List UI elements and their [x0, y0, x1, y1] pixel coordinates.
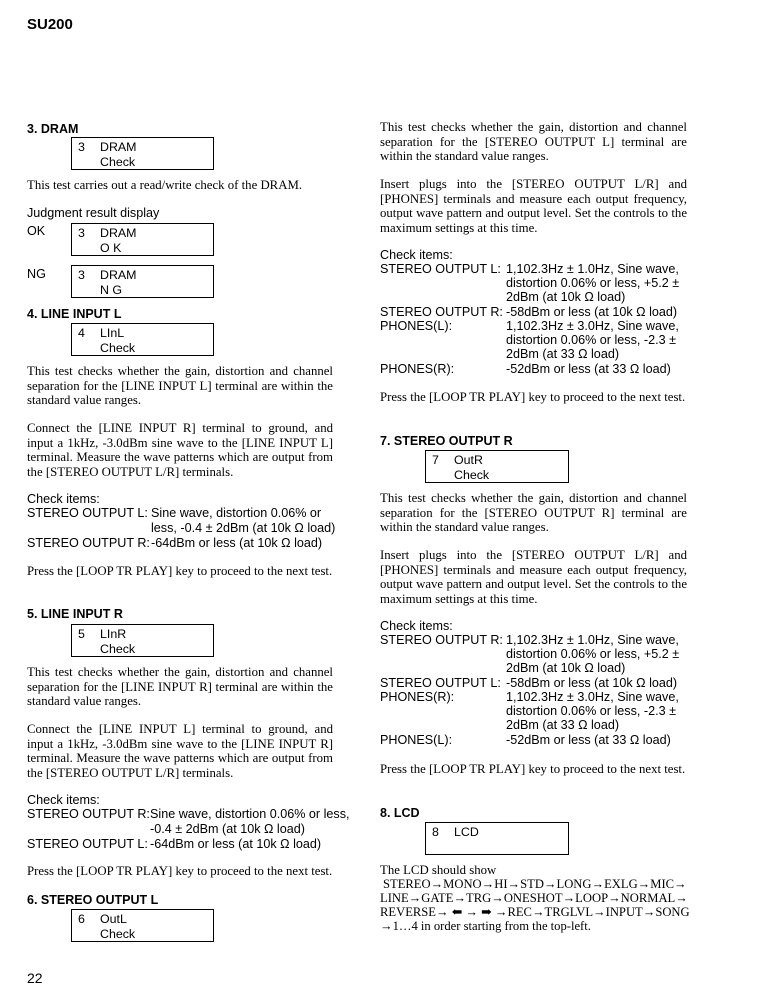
check-item-key: PHONES(L): [380, 319, 453, 333]
lcd-test-number: 7 [432, 453, 439, 467]
ng-label: NG [27, 267, 46, 281]
check-items-list [380, 262, 690, 380]
check-item-value: distortion 0.06% or less, +5.2 ± [506, 276, 680, 290]
lcd-test-number: 3 [78, 226, 85, 240]
lcd-line-1: DRAM [100, 268, 137, 282]
line-input-r-paragraph-1: This test checks whether the gain, distortion and channel separation for the [LINE INPUT R] terminal are within the standard value ranges. [27, 665, 333, 709]
check-item-value: Sine wave, distortion 0.06% or less, [150, 807, 350, 821]
lcd-test-number: 6 [78, 912, 85, 926]
section-heading-line-input-l: 4. LINE INPUT L [27, 307, 122, 321]
lcd-line-1: LInL [100, 326, 125, 340]
line-input-l-paragraph-1: This test checks whether the gain, distortion and channel separation for the [LINE INPUT L] terminal are within the standard value ranges. [27, 364, 333, 408]
lcd-test-number: 3 [78, 140, 85, 154]
lcd-line-2: Check [100, 340, 136, 355]
lcd-sequence-line: STEREO→MONO→HI→STD→LONG→EXLG→MIC→ [383, 877, 687, 891]
check-item-key: STEREO OUTPUT L: [27, 837, 148, 851]
check-items-label: Check items: [27, 492, 100, 506]
lcd-test-number: 4 [78, 326, 85, 340]
lcd-line-1: LInR [100, 627, 127, 641]
lcd-line-2: O K [100, 240, 122, 255]
stereo-output-l-paragraph-2: Insert plugs into the [STEREO OUTPUT L/R] and [PHONES] terminals and measure each output frequency, output wave pattern and output level. Set the controls to the maximum settings at this time. [380, 177, 687, 235]
lcd-line-2: Check [100, 641, 136, 656]
lcd-display-line-input-l [71, 323, 214, 356]
check-item-key: STEREO OUTPUT R: [27, 807, 150, 821]
check-item-value: less, -0.4 ± 2dBm (at 10k Ω load) [151, 521, 336, 535]
stereo-output-r-paragraph-2: Insert plugs into the [STEREO OUTPUT L/R] and [PHONES] terminals and measure each output frequency, output wave pattern and output level. Set the controls to the maximum settings at this time. [380, 548, 687, 606]
lcd-sequence-line: LINE→GATE→TRG→ONESHOT→LOOP→NORMAL→ [380, 891, 688, 905]
stereo-output-l-paragraph-1: This test checks whether the gain, distortion and channel separation for the [STEREO OUTPUT L] terminal are within the standard value ranges. [380, 120, 687, 164]
judgment-result-label: Judgment result display [27, 206, 160, 220]
line-input-r-paragraph-2: Connect the [LINE INPUT L] terminal to ground, and input a 1kHz, -3.0dBm sine wave to the [LINE INPUT R] terminal. Measure the wave patterns which are output from the [STEREO OUTPUT L/R] terminals. [27, 722, 333, 780]
check-items-list [27, 807, 350, 853]
check-item-value: -58dBm or less (at 10k Ω load) [506, 676, 678, 690]
lcd-display-dram-ng [71, 265, 214, 298]
check-item-value: -64dBm or less (at 10k Ω load) [150, 837, 322, 851]
lcd-line-1: LCD [454, 825, 479, 839]
check-item-value: 1,102.3Hz ± 3.0Hz, Sine wave, [506, 319, 679, 333]
section-heading-line-input-r: 5. LINE INPUT R [27, 607, 123, 621]
proceed-instruction: Press the [LOOP TR PLAY] key to proceed to the next test. [27, 864, 333, 878]
lcd-line-2: Check [100, 926, 136, 941]
check-item-value: 1,102.3Hz ± 1.0Hz, Sine wave, [506, 633, 679, 647]
check-item-value: 2dBm (at 33 Ω load) [506, 718, 620, 732]
check-item-value: -58dBm or less (at 10k Ω load) [506, 305, 678, 319]
lcd-sequence-line: REVERSE→ ⬅ → ➡ →REC→TRGLVL→INPUT→SONG [380, 905, 690, 919]
section-heading-dram: 3. DRAM [27, 122, 79, 136]
section-heading-lcd: 8. LCD [380, 806, 420, 820]
check-item-value: 2dBm (at 33 Ω load) [506, 347, 620, 361]
lcd-line-1: DRAM [100, 140, 137, 154]
proceed-instruction: Press the [LOOP TR PLAY] key to proceed to the next test. [27, 564, 333, 578]
lcd-display-dram-ok [71, 223, 214, 256]
lcd-line-1: OutR [454, 453, 483, 467]
check-item-value: -52dBm or less (at 33 Ω load) [506, 362, 671, 376]
check-item-value: 1,102.3Hz ± 1.0Hz, Sine wave, [506, 262, 679, 276]
lcd-display-line-input-r [71, 624, 214, 657]
lcd-test-number: 3 [78, 268, 85, 282]
check-item-value: -64dBm or less (at 10k Ω load) [151, 536, 323, 550]
lcd-display-stereo-output-r [425, 450, 569, 483]
check-item-key: PHONES(R): [380, 690, 455, 704]
line-input-l-paragraph-2: Connect the [LINE INPUT R] terminal to ground, and input a 1kHz, -3.0dBm sine wave to the [LINE INPUT L] terminal. Measure the wave patterns which are output from the [STEREO OUTPUT L/R] terminals. [27, 421, 333, 479]
check-items-label: Check items: [27, 793, 100, 807]
check-item-key: PHONES(L): [380, 733, 453, 747]
lcd-test-number: 8 [432, 825, 439, 839]
check-item-key: STEREO OUTPUT R: [380, 633, 503, 647]
lcd-display-dram-check [71, 137, 214, 170]
check-items-label: Check items: [380, 619, 453, 633]
check-item-value: distortion 0.06% or less, +5.2 ± [506, 647, 680, 661]
check-items-list [27, 506, 337, 552]
check-item-key: STEREO OUTPUT R: [380, 305, 503, 319]
lcd-display-lcd-test [425, 822, 569, 855]
check-items-label: Check items: [380, 248, 453, 262]
check-item-value: -0.4 ± 2dBm (at 10k Ω load) [150, 822, 305, 836]
stereo-output-r-paragraph-1: This test checks whether the gain, distortion and channel separation for the [STEREO OUTPUT R] terminal are within the standard value ranges. [380, 491, 687, 535]
check-item-key: STEREO OUTPUT R: [27, 536, 150, 550]
lcd-sequence-line: →1…4 in order starting from the top-left. [380, 919, 591, 933]
check-item-key: STEREO OUTPUT L: [27, 506, 148, 520]
lcd-line-2: N G [100, 282, 123, 297]
dram-description: This test carries out a read/write check of the DRAM. [27, 178, 303, 192]
check-item-value: Sine wave, distortion 0.06% or [151, 506, 322, 520]
proceed-instruction: Press the [LOOP TR PLAY] key to proceed to the next test. [380, 390, 686, 404]
check-item-value: 1,102.3Hz ± 3.0Hz, Sine wave, [506, 690, 679, 704]
lcd-intro: The LCD should show [380, 863, 497, 877]
page-number: 22 [27, 970, 43, 986]
ok-label: OK [27, 224, 46, 238]
lcd-line-1: DRAM [100, 226, 137, 240]
proceed-instruction: Press the [LOOP TR PLAY] key to proceed to the next test. [380, 762, 686, 776]
section-heading-stereo-output-r: 7. STEREO OUTPUT R [380, 434, 513, 448]
check-item-value: 2dBm (at 10k Ω load) [506, 290, 626, 304]
check-item-value: distortion 0.06% or less, -2.3 ± [506, 333, 677, 347]
check-item-key: STEREO OUTPUT L: [380, 262, 501, 276]
section-heading-stereo-output-l: 6. STEREO OUTPUT L [27, 893, 159, 907]
check-item-value: -52dBm or less (at 33 Ω load) [506, 733, 671, 747]
lcd-test-number: 5 [78, 627, 85, 641]
lcd-line-2: Check [100, 154, 136, 169]
check-items-list [380, 633, 690, 751]
lcd-line-1: OutL [100, 912, 127, 926]
check-item-value: distortion 0.06% or less, -2.3 ± [506, 704, 677, 718]
lcd-line-2: Check [454, 467, 490, 482]
check-item-value: 2dBm (at 10k Ω load) [506, 661, 626, 675]
check-item-key: PHONES(R): [380, 362, 455, 376]
lcd-display-stereo-output-l [71, 909, 214, 942]
model-name: SU200 [27, 16, 73, 33]
check-item-key: STEREO OUTPUT L: [380, 676, 501, 690]
